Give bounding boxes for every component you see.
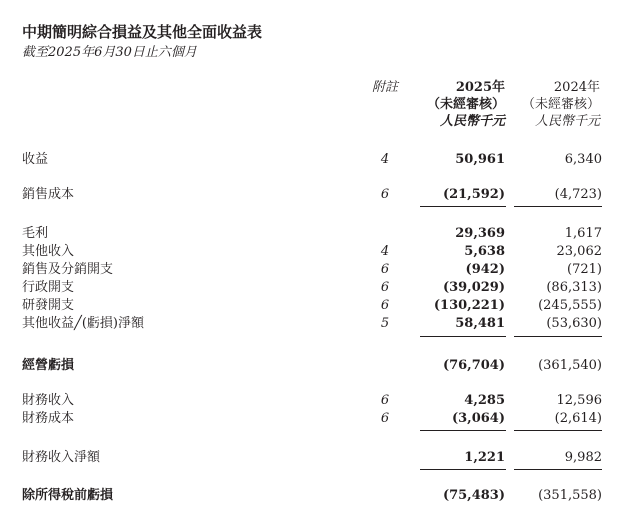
value-2024: (721) xyxy=(567,262,602,277)
value-2025: (130,221) xyxy=(433,298,505,313)
value-2024: (351,558) xyxy=(538,488,602,503)
row-note: 5 xyxy=(380,316,390,331)
value-2025: 50,961 xyxy=(455,152,505,167)
row-label: 行政開支 xyxy=(22,280,75,295)
table-row xyxy=(0,151,625,168)
row-note: 4 xyxy=(380,152,390,167)
table-row xyxy=(0,261,625,278)
subtotal-rule xyxy=(514,469,602,470)
row-label: 銷售及分銷開支 xyxy=(22,262,114,277)
value-2024: (53,630) xyxy=(546,316,602,331)
value-2025: 4,285 xyxy=(464,393,505,408)
value-2025: (76,704) xyxy=(442,358,505,373)
row-note: 6 xyxy=(380,298,390,313)
value-2025: 5,638 xyxy=(464,244,505,259)
row-label: 收益 xyxy=(22,152,49,167)
table-row xyxy=(0,279,625,296)
table-row xyxy=(0,315,625,332)
value-2025: (942) xyxy=(465,262,505,277)
subtotal-rule xyxy=(420,336,506,337)
column-header-2024 xyxy=(505,79,600,130)
row-note: 6 xyxy=(380,262,390,277)
column-2024-year: 2024年 xyxy=(553,80,600,95)
subtotal-rule xyxy=(514,206,602,207)
value-2024: (361,540) xyxy=(538,358,602,373)
table-row xyxy=(0,225,625,242)
subtotal-rule xyxy=(514,336,602,337)
value-2025: (3,064) xyxy=(451,411,505,426)
row-label: 經營虧損 xyxy=(22,358,75,373)
row-label: 財務成本 xyxy=(22,411,75,426)
row-label: 銷售成本 xyxy=(22,187,75,202)
value-2025: 58,481 xyxy=(455,316,505,331)
column-header-2025 xyxy=(405,79,505,130)
table-row xyxy=(0,243,625,260)
value-2024: 12,596 xyxy=(556,393,602,408)
row-label: 財務收入 xyxy=(22,393,75,408)
value-2024: 9,982 xyxy=(564,450,602,465)
row-note: 6 xyxy=(380,187,390,202)
column-2024-audit: （未經審核） xyxy=(521,97,600,112)
row-label: 其他收益╱(虧損)淨額 xyxy=(22,316,144,331)
table-row xyxy=(0,392,625,409)
note-column-header: 附註 xyxy=(371,80,398,95)
table-row xyxy=(0,487,625,504)
value-2024: (4,723) xyxy=(554,187,602,202)
row-label: 其他收入 xyxy=(22,244,75,259)
subtotal-rule xyxy=(420,469,506,470)
row-note: 6 xyxy=(380,411,390,426)
column-2024-unit: 人民幣千元 xyxy=(534,114,600,129)
row-label: 除所得稅前虧損 xyxy=(22,488,114,503)
row-note: 6 xyxy=(380,393,390,408)
value-2025: (39,029) xyxy=(442,280,505,295)
value-2025: (21,592) xyxy=(442,187,505,202)
statement-period: 截至2025年6月30日止六個月 xyxy=(22,45,197,60)
statement-title: 中期簡明綜合損益及其他全面收益表 xyxy=(22,23,263,41)
row-label: 毛利 xyxy=(22,226,49,241)
value-2024: 23,062 xyxy=(556,244,602,259)
table-row xyxy=(0,297,625,314)
table-row xyxy=(0,357,625,374)
column-2025-unit: 人民幣千元 xyxy=(439,114,505,129)
row-note: 4 xyxy=(380,244,390,259)
table-row xyxy=(0,410,625,427)
value-2025: 29,369 xyxy=(455,226,505,241)
value-2024: 1,617 xyxy=(564,226,602,241)
subtotal-rule xyxy=(420,206,506,207)
column-2025-audit: （未經審核） xyxy=(426,97,505,112)
value-2024: (2,614) xyxy=(554,411,602,426)
table-row xyxy=(0,449,625,466)
value-2024: 6,340 xyxy=(564,152,602,167)
value-2025: 1,221 xyxy=(464,450,505,465)
row-label: 財務收入淨額 xyxy=(22,450,101,465)
subtotal-rule xyxy=(420,430,506,431)
table-row xyxy=(0,186,625,203)
subtotal-rule xyxy=(514,430,602,431)
row-label: 研發開支 xyxy=(22,298,75,313)
value-2024: (86,313) xyxy=(546,280,602,295)
column-2025-year: 2025年 xyxy=(455,80,505,95)
value-2024: (245,555) xyxy=(538,298,602,313)
value-2025: (75,483) xyxy=(442,488,505,503)
row-note: 6 xyxy=(380,280,390,295)
